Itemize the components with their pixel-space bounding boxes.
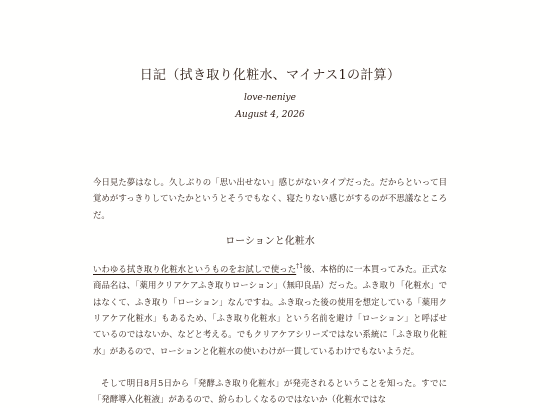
paragraph-fermented: [93, 375, 447, 408]
publish-date: August 4, 2026: [235, 110, 305, 120]
author-name: love-neniye: [244, 93, 296, 103]
paragraph-text: 後、本格的に一本買ってみた。正式な商品名は、「薬用クリアケアふき取りローション」（無印良品）だった。ふき取り「化粧水」ではなくて、ふき取り「ローション」なんですね。ふき取った後の使用を想定している「薬用クリアケア化粧水」もあるため、「ふき取り化粧水」という名前を避け「ローション」と呼ばせているのではないか、などと考える。でもクリアケアシリーズではない系統に「ふき取り化粧水」があるので、ローションと化粧水の使いわけが一貫しているわけでもないようだ。: [93, 263, 448, 356]
section-heading: ローションと化粧水: [225, 236, 315, 247]
paragraph-lotion: [93, 259, 447, 359]
footnote-marker[interactable]: †1: [296, 263, 304, 270]
paragraph-text: そして明日8月5日から「発酵ふき取り化粧水」が発売されるということを知った。すでに「発酵導入化粧液」があるので、紛らわしくなるのではないか（化粧水ではな: [93, 378, 447, 405]
paragraph-text: 今日見た夢はなし。久しぶりの「思い出せない」感じがないタイプだった。だからといって目覚めがすっきりしていたかというとそうでもなく、寝たりない感じがするのが不思議なところだ。: [93, 177, 447, 220]
page-title: 日記（拭き取り化粧水、マイナス1の計算）: [139, 68, 401, 83]
paragraph-intro: [93, 174, 447, 223]
trial-link[interactable]: いわゆる拭き取り化粧水というものをお試しで使った: [93, 263, 297, 274]
